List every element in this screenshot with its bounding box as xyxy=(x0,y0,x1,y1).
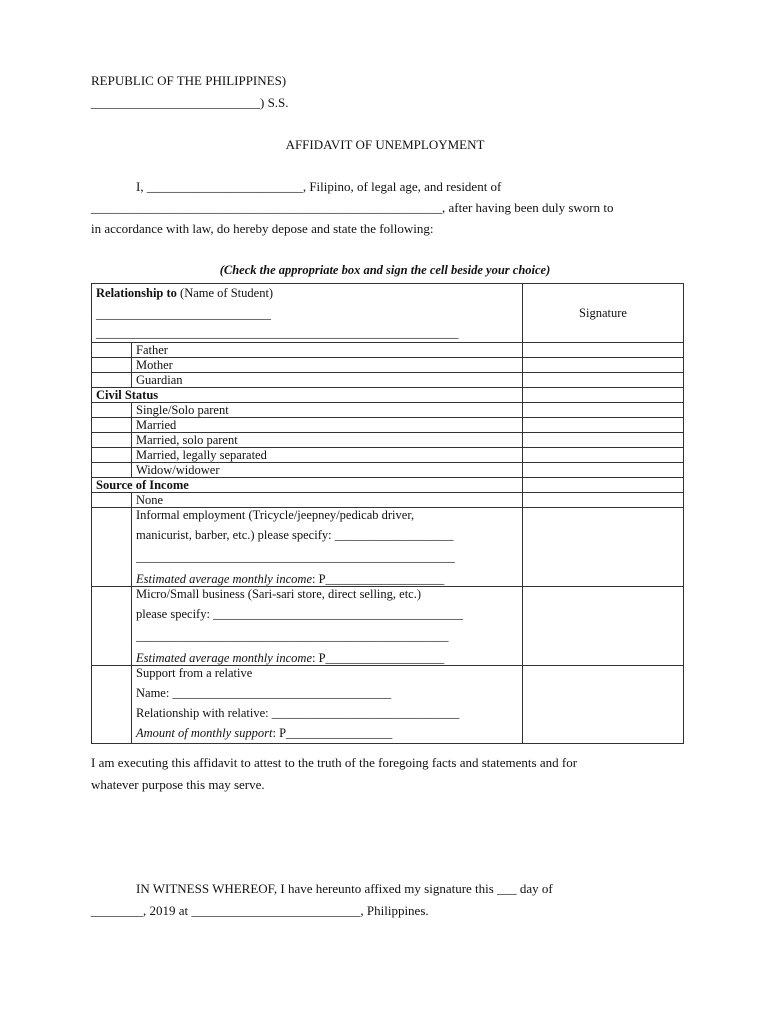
civil-status-heading: Civil Status xyxy=(92,388,523,403)
income-signature-cell xyxy=(523,478,684,493)
relative-line-1: Support from a relative xyxy=(136,666,253,680)
relative-name-field[interactable]: Name: ___________________________________ xyxy=(136,686,392,700)
separated-signature-cell[interactable] xyxy=(523,448,684,463)
informal-checkbox[interactable] xyxy=(92,508,132,587)
student-name-field-1[interactable]: ____________________________ xyxy=(96,307,271,321)
intro-line-1: I, ________________________, Filipino, of legal age, and resident of xyxy=(136,179,502,194)
widow-signature-cell[interactable] xyxy=(523,463,684,478)
business-signature-cell[interactable] xyxy=(523,587,684,666)
guardian-checkbox[interactable] xyxy=(92,373,132,388)
married-signature-cell[interactable] xyxy=(523,418,684,433)
relationship-cell xyxy=(92,284,523,343)
single-signature-cell[interactable] xyxy=(523,403,684,418)
business-income-value: : P___________________ xyxy=(312,651,445,665)
relative-amount-field[interactable] xyxy=(136,726,518,740)
business-income-label: Estimated average monthly income xyxy=(136,651,312,665)
relationship-sub: (Name of Student) xyxy=(180,286,274,300)
option-business xyxy=(132,587,523,666)
intro-line-2: ______________________________________________________, after having been duly sworn to xyxy=(91,200,614,215)
witness-line-1: IN WITNESS WHEREOF, I have hereunto affixed my signature this ___ day of xyxy=(136,881,553,896)
father-checkbox[interactable] xyxy=(92,343,132,358)
informal-specify-field-2[interactable]: ___________________________________________________ xyxy=(136,550,455,564)
option-widow: Widow/widower xyxy=(132,463,523,478)
closing-line-1: I am executing this affidavit to attest to the truth of the foregoing facts and statements and for xyxy=(91,755,578,770)
business-income-field[interactable] xyxy=(136,651,518,665)
option-married: Married xyxy=(132,418,523,433)
option-separated: Married, legally separated xyxy=(132,448,523,463)
married-solo-signature-cell[interactable] xyxy=(523,433,684,448)
relative-relationship-field[interactable]: Relationship with relative: ______________________________ xyxy=(136,706,460,720)
student-name-field-2[interactable]: __________________________________________________________ xyxy=(96,326,459,340)
option-informal xyxy=(132,508,523,587)
choice-table xyxy=(91,283,684,744)
mother-checkbox[interactable] xyxy=(92,358,132,373)
guardian-signature-cell[interactable] xyxy=(523,373,684,388)
none-signature-cell[interactable] xyxy=(523,493,684,508)
business-specify-field-2[interactable]: __________________________________________________ xyxy=(136,629,449,643)
option-relative xyxy=(132,666,523,744)
option-mother: Mother xyxy=(132,358,523,373)
informal-income-label: Estimated average monthly income xyxy=(136,572,312,586)
option-none: None xyxy=(132,493,523,508)
intro-line-3: in accordance with law, do hereby depose and state the following: xyxy=(91,221,434,236)
none-checkbox[interactable] xyxy=(92,493,132,508)
informal-line-1: Informal employment (Tricycle/jeepney/pedicab driver, xyxy=(136,508,415,522)
business-checkbox[interactable] xyxy=(92,587,132,666)
widow-checkbox[interactable] xyxy=(92,463,132,478)
relative-amount-label: Amount of monthly support xyxy=(136,726,273,740)
married-solo-checkbox[interactable] xyxy=(92,433,132,448)
business-line-1: Micro/Small business (Sari-sari store, direct selling, etc.) xyxy=(136,587,422,601)
option-father: Father xyxy=(132,343,523,358)
signature-header: Signature xyxy=(523,284,684,343)
option-guardian: Guardian xyxy=(132,373,523,388)
informal-specify-field[interactable]: manicurist, barber, etc.) please specify: ___________________ xyxy=(136,528,454,542)
father-signature-cell[interactable] xyxy=(523,343,684,358)
civil-status-signature-cell xyxy=(523,388,684,403)
relative-amount-value: : P_________________ xyxy=(272,726,393,740)
informal-income-value: : P___________________ xyxy=(312,572,445,586)
single-checkbox[interactable] xyxy=(92,403,132,418)
married-checkbox[interactable] xyxy=(92,418,132,433)
separated-checkbox[interactable] xyxy=(92,448,132,463)
relative-signature-cell[interactable] xyxy=(523,666,684,744)
closing-line-2: whatever purpose this may serve. xyxy=(91,777,265,792)
republic-header: REPUBLIC OF THE PHILIPPINES) xyxy=(91,73,287,88)
business-specify-field[interactable]: please specify: ________________________________________ xyxy=(136,607,464,621)
relative-checkbox[interactable] xyxy=(92,666,132,744)
option-married-solo: Married, solo parent xyxy=(132,433,523,448)
relationship-heading: Relationship to xyxy=(96,286,177,300)
document-title: AFFIDAVIT OF UNEMPLOYMENT xyxy=(285,137,485,152)
informal-income-field[interactable] xyxy=(136,572,518,586)
option-single: Single/Solo parent xyxy=(132,403,523,418)
mother-signature-cell[interactable] xyxy=(523,358,684,373)
venue-line: __________________________) S.S. xyxy=(91,95,289,110)
witness-line-2: ________, 2019 at __________________________, Philippines. xyxy=(91,903,429,918)
informal-signature-cell[interactable] xyxy=(523,508,684,587)
income-heading: Source of Income xyxy=(92,478,523,493)
instruction-text: (Check the appropriate box and sign the cell beside your choice) xyxy=(219,263,551,277)
